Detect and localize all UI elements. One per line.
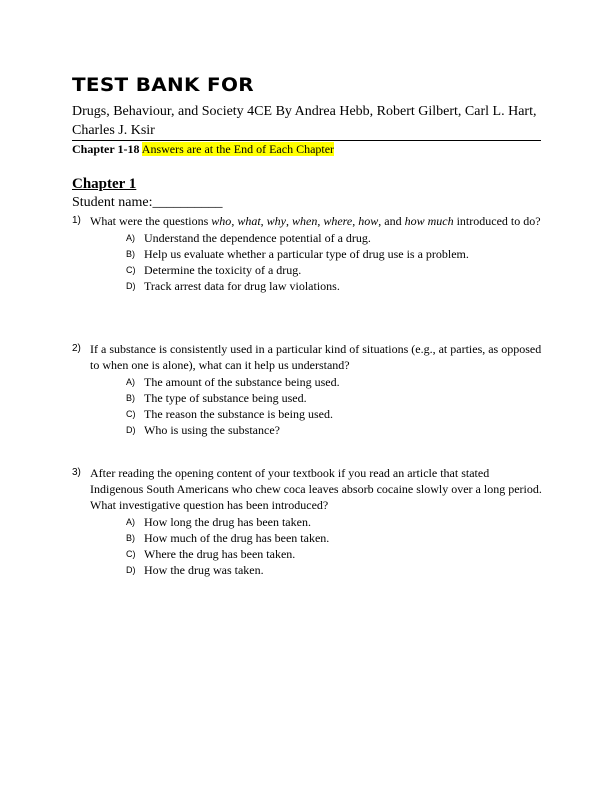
answer-option: C) The reason the substance is being used. (126, 407, 333, 421)
answer-option: D) Track arrest data for drug law violations. (126, 279, 340, 293)
chapter-range-line (72, 142, 334, 157)
question-number: 2) (72, 343, 81, 354)
answer-option: B) How much of the drug has been taken. (126, 531, 330, 545)
answer-option: B) The type of substance being used. (126, 391, 307, 405)
answer-option: A) How long the drug has been taken. (126, 515, 311, 529)
question-2 (72, 341, 542, 438)
answers-note-highlight: Answers are at the End of Each Chapter (141, 142, 335, 156)
chapter-range: Chapter 1-18 (72, 142, 140, 156)
question-3 (72, 465, 542, 578)
question-stem: After reading the opening content of your textbook if you read an article that stated Indigenous South Americans who chew coca leaves absorb cocaine slowly over a long period. What investigative question has been introduced? (90, 466, 542, 512)
answer-option: D) Who is using the substance? (126, 423, 280, 437)
page-title: TEST BANK FOR (72, 74, 254, 96)
student-name-field: Student name:__________ (72, 195, 223, 210)
question-stem: What were the questions who, what, why, when, where, how, and how much introduced to do? (90, 214, 541, 228)
question-stem: If a substance is consistently used in a particular kind of situations (e.g., at parties, as opposed to when one is alone), what can it help us understand? (90, 342, 542, 372)
book-subtitle: Drugs, Behaviour, and Society 4CE By Andrea Hebb, Robert Gilbert, Carl L. Hart, Charles J. Ksir (72, 104, 537, 138)
answer-options (72, 230, 542, 294)
answer-option: D) How the drug was taken. (126, 563, 264, 577)
question-number: 1) (72, 215, 81, 226)
answer-option: A) The amount of the substance being used. (126, 375, 340, 389)
question-1 (72, 213, 542, 294)
header-divider (72, 140, 541, 141)
chapter-heading: Chapter 1 (72, 176, 137, 192)
answer-option: B) Help us evaluate whether a particular type of drug use is a problem. (126, 247, 469, 261)
answer-option: C) Determine the toxicity of a drug. (126, 263, 302, 277)
answer-option: C) Where the drug has been taken. (126, 547, 296, 561)
answer-options (72, 374, 542, 438)
answer-options (72, 514, 542, 578)
answer-option: A) Understand the dependence potential of a drug. (126, 231, 371, 245)
question-number: 3) (72, 467, 81, 478)
